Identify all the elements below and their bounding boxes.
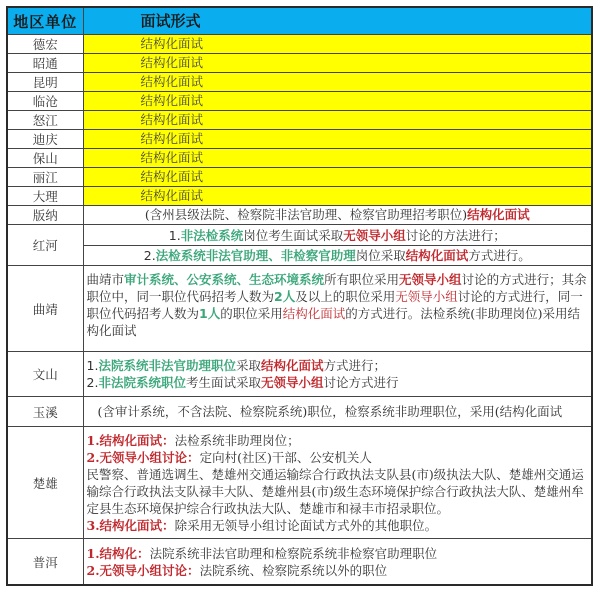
line-number: 1. <box>168 227 181 243</box>
green-text: 非法检系统 <box>180 227 244 243</box>
text: 讨论的方式进行；其余职位中，同一职位代码招考人数为 <box>86 271 587 304</box>
red-text: 无领导小组 <box>343 227 406 243</box>
region-cell: 玉溪 <box>7 397 83 427</box>
text: 的方式进行。法检系统(非助理岗位)采用结构化面试 <box>86 305 581 338</box>
form-cell <box>83 225 592 266</box>
form-cell: 结构化面试 <box>83 130 592 149</box>
header-region: 地区单位 <box>7 7 83 35</box>
puer-line-1 <box>87 545 592 562</box>
text: 所有职位采用 <box>324 271 400 287</box>
form-cell <box>83 266 592 352</box>
interview-format-table <box>6 6 593 586</box>
green-text: 法院系统非法官助理职位 <box>98 358 236 373</box>
line-number: 2. <box>143 247 156 263</box>
text: 采取 <box>235 358 261 373</box>
banna-text: (含州县级法院、检察院非法官助理、检察官助理招考职位) <box>144 207 468 222</box>
form-cell: 结构化面试 <box>83 73 592 92</box>
region-cell: 丽江 <box>7 168 83 187</box>
text: 讨论的方法进行； <box>405 227 506 243</box>
red-text: 无领导小组 <box>395 288 458 304</box>
region-cell: 怒江 <box>7 111 83 130</box>
table-row <box>7 92 592 111</box>
green-text: 2人 <box>274 288 296 304</box>
text: 岗位考生面试采取 <box>243 227 344 243</box>
form-cell: 结构化面试 <box>83 187 592 206</box>
table-row <box>7 111 592 130</box>
table-row-chuxiong <box>7 427 592 539</box>
region-cell: 昭通 <box>7 54 83 73</box>
text: 曲靖市 <box>86 271 125 287</box>
red-label: 1.结构化： <box>86 545 150 561</box>
text: 讨论方式进行 <box>323 375 399 390</box>
form-cell: 结构化面试 <box>83 149 592 168</box>
red-label: 3.结构化面试： <box>86 517 175 533</box>
table-row-wenshan <box>7 352 592 397</box>
form-cell: 结构化面试 <box>83 54 592 73</box>
line-number: 2. <box>86 375 99 390</box>
region-cell: 昆明 <box>7 73 83 92</box>
wenshan-line-2 <box>87 374 592 391</box>
red-text: 无领导小组 <box>399 271 462 287</box>
honghe-line-1 <box>84 226 592 246</box>
text: 及以上的职位采用 <box>295 288 396 304</box>
chuxiong-line-3: 民警察、普通选调生、楚雄州交通运输综合行政执法支队县(市)级执法大队、楚雄州交通运输综合行政执法支队禄丰大队、楚雄州县(市)级生态环境保护综合行政执法大队、楚雄州牟定县生态环境保护综合行政执法大队、楚雄市和禄丰市招录职位。 <box>86 466 584 516</box>
table-row <box>7 54 592 73</box>
table-row <box>7 149 592 168</box>
chuxiong-line-4 <box>87 517 589 534</box>
table-row-yuxi <box>7 397 592 427</box>
red-text: 无领导小组 <box>260 375 324 390</box>
table-row-banna <box>7 206 592 225</box>
chuxiong-line-2 <box>87 449 589 466</box>
region-cell: 版纳 <box>7 206 83 225</box>
text: 除采用无领导小组讨论面试方式外的其他职位。 <box>174 517 438 533</box>
table-row <box>7 187 592 206</box>
table-header-row <box>7 7 592 35</box>
header-form: 面试形式 <box>83 7 592 35</box>
table-row-honghe <box>7 225 592 266</box>
region-cell: 楚雄 <box>7 427 83 539</box>
region-cell: 迪庆 <box>7 130 83 149</box>
text: 定向村(社区)干部、公安机关人 <box>199 449 372 465</box>
region-cell: 红河 <box>7 225 83 266</box>
form-cell <box>83 352 592 397</box>
green-text: 非法院系统职位 <box>98 375 186 390</box>
form-cell: 结构化面试 <box>83 35 592 54</box>
red-label: 1.结构化面试： <box>86 432 175 448</box>
table-row <box>7 73 592 92</box>
green-text: 法检系统非法官助理、非检察官助理 <box>155 247 356 263</box>
table-row <box>7 35 592 54</box>
form-cell <box>83 397 592 427</box>
region-cell: 保山 <box>7 149 83 168</box>
form-cell <box>83 427 592 539</box>
form-cell: 结构化面试 <box>83 111 592 130</box>
text: 方式进行。 <box>468 247 531 263</box>
table-row <box>7 168 592 187</box>
form-cell: 结构化面试 <box>83 168 592 187</box>
text: 法院系统、检察院系统以外的职位 <box>199 562 388 578</box>
red-label: 2.无领导小组讨论： <box>86 449 200 465</box>
form-cell: 结构化面试 <box>83 92 592 111</box>
region-cell: 文山 <box>7 352 83 397</box>
table-row <box>7 130 592 149</box>
region-cell: 普洱 <box>7 539 83 586</box>
banna-red: 结构化面试 <box>467 207 530 222</box>
form-cell <box>83 206 592 225</box>
green-text: 审计系统、公安系统、生态环境系统 <box>124 271 325 287</box>
text: 法院系统非法官助理和检察院系统非检察官助理职位 <box>149 545 438 561</box>
text: 法检系统非助理岗位； <box>174 432 300 448</box>
yuxi-text: (含审计系统，不含法院、检察院系统)职位，检察系统非助理职位，采用(结构化面试 <box>97 403 563 419</box>
red-text: 结构化面试 <box>405 247 469 263</box>
form-cell <box>83 539 592 586</box>
region-cell: 曲靖 <box>7 266 83 352</box>
line-number: 1. <box>86 358 99 373</box>
red-text: 结构化面试 <box>282 305 346 321</box>
chuxiong-line-1 <box>87 432 589 449</box>
region-cell: 临沧 <box>7 92 83 111</box>
text: 岗位采取 <box>355 247 406 263</box>
region-cell: 大理 <box>7 187 83 206</box>
table-row-puer <box>7 539 592 586</box>
honghe-line-2 <box>84 246 592 265</box>
red-label: 2.无领导小组讨论： <box>86 562 200 578</box>
text: 的职位采用 <box>220 305 283 321</box>
red-text: 结构化面试 <box>260 358 324 373</box>
text: 考生面试采取 <box>185 375 261 390</box>
puer-line-2 <box>87 562 592 579</box>
wenshan-line-1 <box>87 357 592 374</box>
region-cell: 德宏 <box>7 35 83 54</box>
text: 讨论的方式进行，同一职位代码招考人数为 <box>86 288 583 321</box>
table-row-qujing <box>7 266 592 352</box>
green-text: 1人 <box>199 305 221 321</box>
text: 方式进行； <box>323 358 386 373</box>
